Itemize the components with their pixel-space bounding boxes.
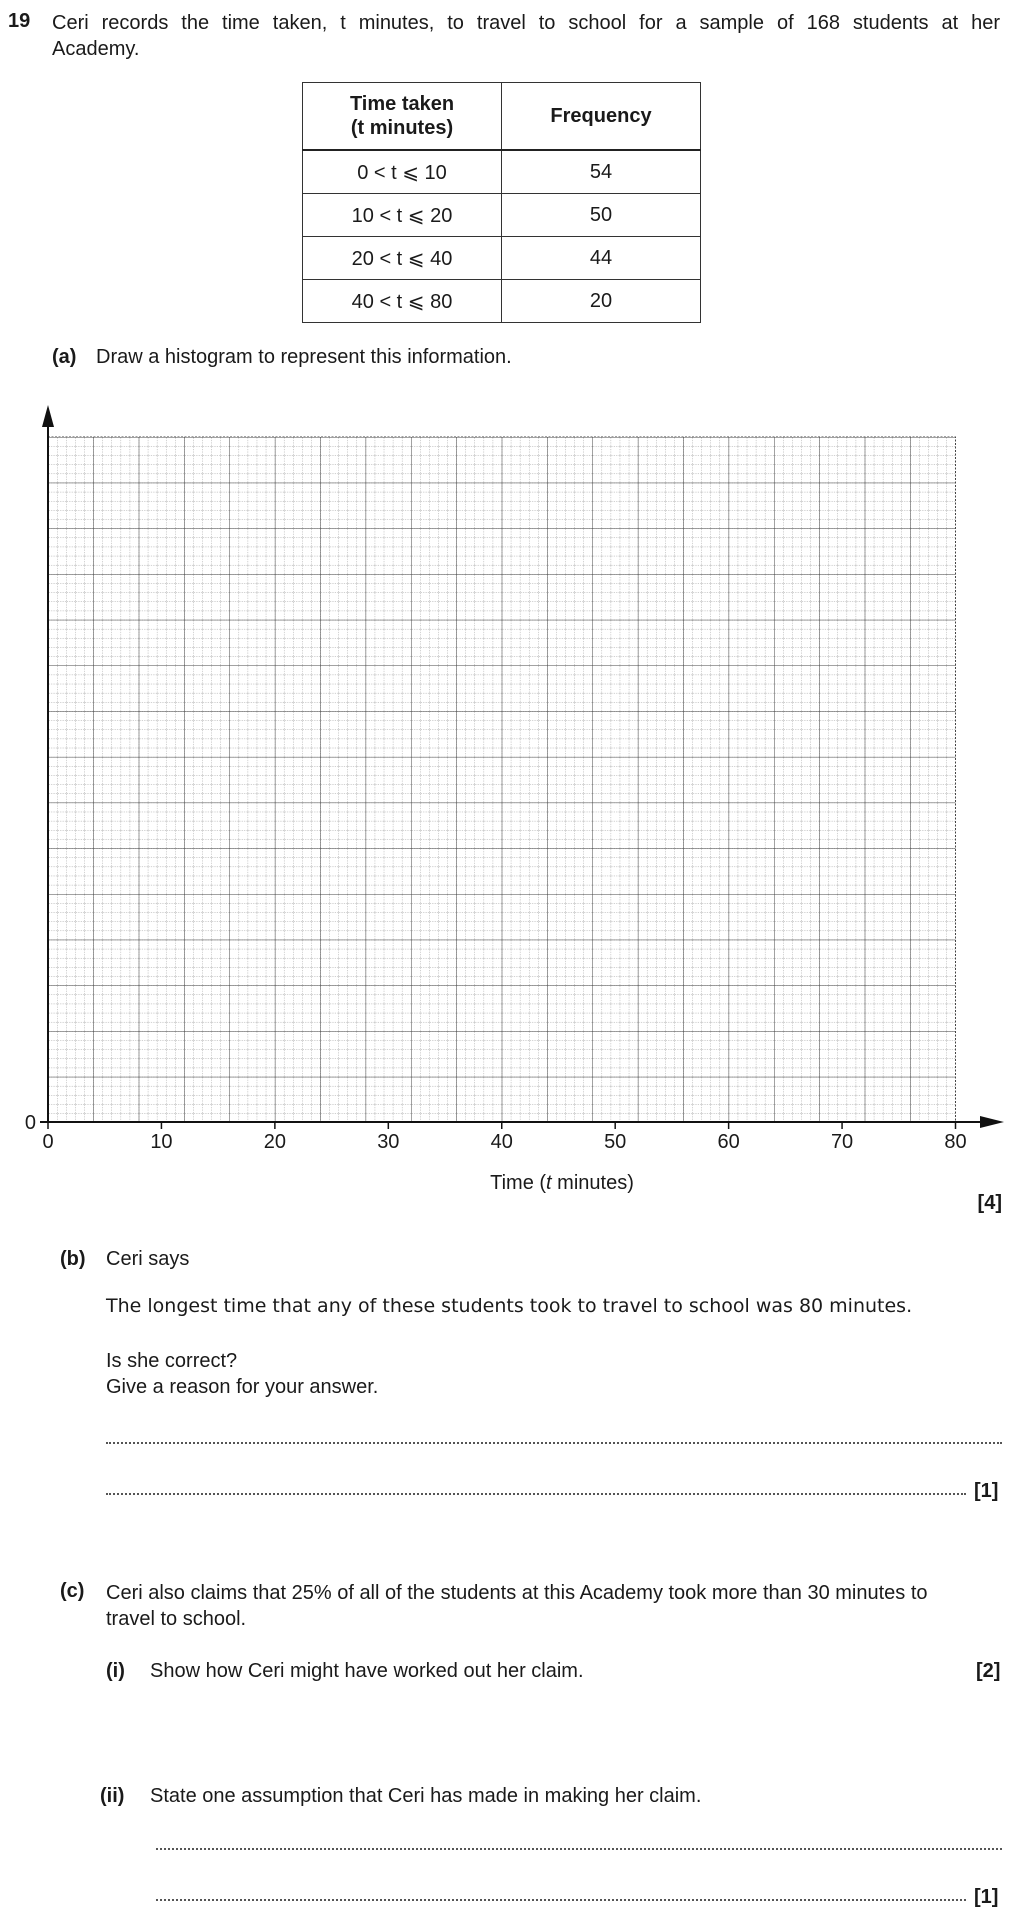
- table-row: [303, 194, 701, 237]
- x-ticks: [42, 1122, 966, 1153]
- answer-line[interactable]: [106, 1493, 966, 1495]
- x-tick-label: 20: [263, 1131, 286, 1153]
- interval-cell: 0 < t ⩽ 10: [303, 150, 502, 194]
- x-tick-label: 60: [717, 1131, 740, 1153]
- interval-cell: 10 < t ⩽ 20: [303, 194, 502, 237]
- frequency-cell: 20: [502, 280, 701, 323]
- answer-line[interactable]: [106, 1442, 1002, 1444]
- part-c-label: (c): [60, 1580, 85, 1602]
- x-tick-label: 40: [490, 1131, 513, 1153]
- frequency-table: [302, 82, 701, 323]
- histogram-grid[interactable]: [0, 395, 1012, 1195]
- part-c-ii-marks: [1]: [974, 1886, 999, 1908]
- part-b-label: (b): [60, 1248, 86, 1270]
- time-header: [303, 83, 502, 151]
- answer-line[interactable]: [156, 1848, 1002, 1850]
- x-axis-label-suffix: minutes): [551, 1172, 634, 1194]
- x-tick-label: 30: [377, 1131, 400, 1153]
- y-tick-label: 0: [24, 1112, 36, 1134]
- part-a-label: (a): [52, 346, 77, 368]
- question-intro-line2: Academy.: [52, 38, 140, 60]
- x-tick-label: 10: [150, 1131, 173, 1153]
- part-b-says: Ceri says: [106, 1248, 190, 1270]
- table-row: [303, 150, 701, 194]
- x-axis-label-var: t: [546, 1172, 552, 1194]
- x-tick-label: 70: [830, 1131, 854, 1153]
- interval-cell: 40 < t ⩽ 80: [303, 280, 502, 323]
- part-c-ii-text: State one assumption that Ceri has made in making her claim.: [150, 1785, 702, 1807]
- time-header-line2: (t minutes): [350, 117, 454, 139]
- question-number: 19: [8, 10, 31, 32]
- table-row: [303, 280, 701, 323]
- time-header-line1: Time taken: [349, 93, 455, 115]
- x-axis-arrow-icon: [980, 1116, 1004, 1128]
- part-c-i-text: Show how Ceri might have worked out her claim.: [150, 1660, 584, 1682]
- part-a-marks: [4]: [977, 1192, 1002, 1214]
- part-b-marks: [1]: [974, 1480, 999, 1502]
- frequency-cell: 54: [502, 150, 701, 194]
- frequency-header: Frequency: [502, 83, 701, 151]
- x-axis-title: [0, 1172, 1012, 1195]
- part-c-line2: travel to school.: [106, 1608, 247, 1630]
- y-axis-arrow-icon: [42, 405, 54, 427]
- x-tick-label: 80: [944, 1131, 967, 1153]
- frequency-cell: 44: [502, 237, 701, 280]
- part-a-text: Draw a histogram to represent this information.: [96, 346, 512, 368]
- table-header-row: [303, 83, 701, 151]
- question-intro-line1: Ceri records the time taken, t minutes, to travel to school for a sample of 168 students at her: [52, 12, 1000, 34]
- x-tick-label: 0: [42, 1131, 54, 1153]
- frequency-cell: 50: [502, 194, 701, 237]
- part-b-quote: The longest time that any of these students took to travel to school was 80 minutes.: [106, 1295, 913, 1317]
- part-b-instruction: Give a reason for your answer.: [106, 1376, 379, 1398]
- part-c-line1: Ceri also claims that 25% of all of the students at this Academy took more than 30 minutes to: [106, 1582, 928, 1604]
- part-b-question: Is she correct?: [106, 1350, 238, 1372]
- table-row: [303, 237, 701, 280]
- answer-line[interactable]: [156, 1899, 966, 1901]
- x-tick-label: 50: [604, 1131, 627, 1153]
- x-axis-label-prefix: Time (: [490, 1172, 547, 1194]
- part-c-i-marks: [2]: [976, 1660, 1001, 1682]
- part-c-ii-label: (ii): [100, 1785, 125, 1807]
- part-c-i-label: (i): [106, 1660, 125, 1682]
- major-grid: [48, 437, 956, 1122]
- interval-cell: 20 < t ⩽ 40: [303, 237, 502, 280]
